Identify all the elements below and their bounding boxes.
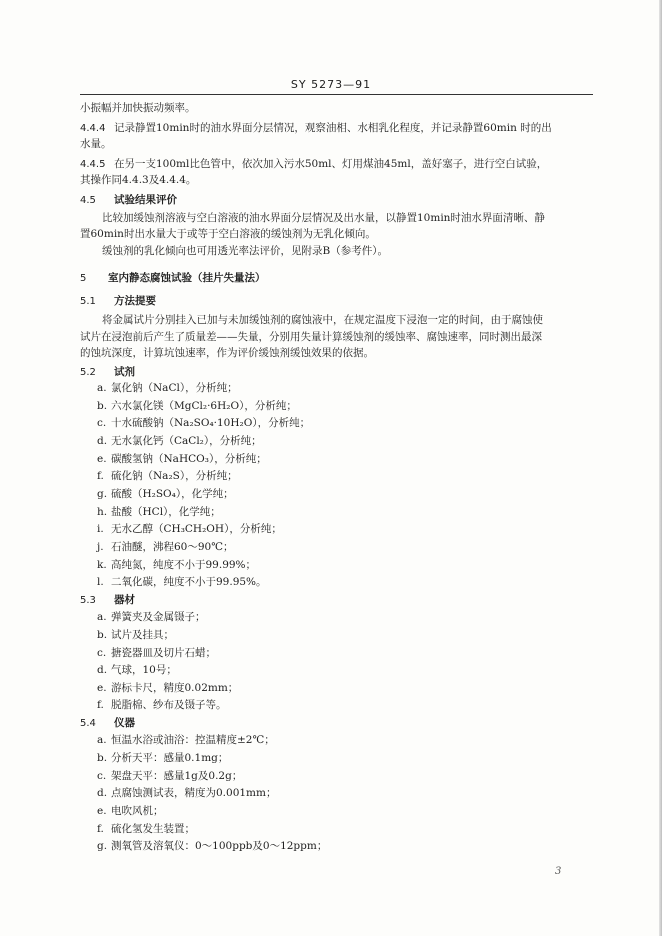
list-text: 测氧管及溶氧仪：0～100ppb及0～12ppm； [111,840,328,852]
list-item [97,399,297,413]
list-marker: d. [97,664,108,676]
section-5-2-heading [80,365,135,380]
section-title: 方法提要 [114,295,156,307]
list-text: 分析天平：感量0.1mg； [111,752,229,764]
section-number: 4.4.5 [80,159,106,170]
list-text: 无水氯化钙（CaCl₂），分析纯； [111,435,262,447]
list-marker: c. [97,417,107,429]
list-item [97,769,242,783]
list-item [97,487,234,501]
list-text: 弹簧夹及金属镊子； [111,611,206,623]
section-number: 4.5 [80,195,96,206]
section-5-1-line1: 将金属试片分别挂入已加与未加缓蚀剂的腐蚀液中，在规定温度下浸泡一定的时间，由于腐蚀使 [102,314,543,326]
page-number: 3 [555,866,562,877]
list-marker: a. [97,382,107,394]
section-4-5-para2: 缓蚀剂的乳化倾向也可用透光率法评价，见附录B（参考件）。 [102,245,388,257]
list-text: 游标卡尺，精度0.02mm； [111,682,239,694]
list-text: 架盘天平：感量1g及0.2g； [111,770,243,782]
section-text: 记录静置10min时的油水界面分层情况，观察油相、水相乳化程度，并记录静置60min 时的出 [114,122,552,134]
section-number: 5.3 [80,595,96,606]
list-text: 试片及挂具； [111,629,174,641]
list-text: 脱脂棉、纱布及镊子等。 [111,699,227,711]
section-4-4-4-line2: 水量。 [80,138,112,150]
list-marker: f. [97,699,104,711]
section-title: 试剂 [114,366,135,378]
list-text: 六水氯化镁（MgCl₂·6H₂O），分析纯； [111,400,297,412]
list-item [97,733,275,747]
list-text: 搪瓷器皿及切片石蜡； [111,647,216,659]
list-item [97,839,327,853]
list-item [97,381,238,395]
list-marker: a. [97,611,107,623]
section-5-1-line2: 试片在浸泡前后产生了质量差——失量，分别用失量计算缓蚀剂的缓蚀率、腐蚀速率，同时测出最深 [80,331,542,343]
page-header: SY 5273—91 [290,78,372,91]
list-text: 无水乙醇（CH₃CH₂OH），分析纯； [111,523,282,535]
list-item [97,434,262,448]
list-marker: f. [97,470,104,482]
section-number: 4.4.4 [80,123,106,134]
list-text: 碳酸氢钠（NaHCO₃），分析纯； [111,453,267,465]
list-text: 点腐蚀测试表，精度为0.001mm； [111,787,277,799]
list-item [97,628,174,642]
list-marker: i. [97,523,104,535]
list-marker: f. [97,823,104,835]
list-item [97,610,206,624]
section-number: 5.4 [80,718,96,729]
list-text: 硫化氢发生装置； [111,823,195,835]
list-text: 恒温水浴或油浴：控温精度±2℃； [111,734,275,746]
list-item [97,681,238,695]
list-text: 硫化钠（Na₂S），分析纯； [111,470,238,482]
section-title: 器材 [114,594,135,606]
list-item [97,751,228,765]
section-title: 室内静态腐蚀试验（挂片失量法） [108,272,266,284]
list-text: 盐酸（HCl），化学纯； [111,506,221,518]
list-marker: l. [97,576,104,588]
list-marker: b. [97,400,108,412]
list-marker: j. [97,541,104,553]
section-4-5-heading [80,193,177,208]
section-4-5-para1-line2: 置60min时出水量大于或等于空白溶液的缓蚀剂为无乳化倾向。 [80,228,376,240]
list-marker: a. [97,734,107,746]
section-title: 仪器 [114,717,135,729]
list-text: 二氧化碳，纯度不小于99.95%。 [111,576,267,588]
section-4-4-5-line2: 其操作同4.4.3及4.4.4。 [80,174,197,186]
list-marker: k. [97,559,107,571]
list-item [97,416,310,430]
section-number: 5.2 [80,367,96,378]
list-item [97,522,282,536]
section-4-4-4-line1 [80,121,552,136]
list-item [97,646,216,660]
list-marker: c. [97,770,107,782]
list-marker: h. [97,506,108,518]
list-item [97,575,267,589]
section-5-3-heading [80,593,135,608]
list-text: 硫酸（H₂SO₄），化学纯； [111,488,234,500]
paragraph-continuation: 小振幅并加快振动频率。 [80,102,196,114]
list-text: 氯化钠（NaCl），分析纯； [111,382,238,394]
list-item [97,698,227,712]
list-text: 电吹风机； [111,805,164,817]
list-item [97,822,195,836]
list-item [97,469,238,483]
section-4-4-5-line1 [80,157,547,172]
list-marker: e. [97,805,107,817]
section-text: 在另一支100ml比色管中，依次加入污水50ml、灯用煤油45ml，盖好塞子，进行空白试验， [114,158,548,170]
list-item [97,804,164,818]
section-5-4-heading [80,716,135,731]
list-marker: e. [97,453,107,465]
list-item [97,663,177,677]
list-item [97,786,276,800]
list-item [97,558,256,572]
list-marker: d. [97,435,108,447]
list-marker: d. [97,787,108,799]
list-marker: b. [97,629,108,641]
section-5-1-line3: 的蚀坑深度，计算坑蚀速率，作为评价缓蚀剂缓蚀效果的依据。 [80,347,374,359]
section-5-1-heading [80,294,156,309]
list-marker: e. [97,682,107,694]
list-item [97,540,233,554]
section-title: 试验结果评价 [114,194,177,206]
header-rule [80,94,593,95]
list-marker: c. [97,647,107,659]
list-text: 气球，10号； [111,664,177,676]
list-item [97,452,267,466]
section-4-5-para1-line1: 比较加缓蚀剂溶液与空白溶液的油水界面分层情况及出水量，以静置10min时油水界面清晰、静 [102,212,545,224]
list-text: 十水硫酸钠（Na₂SO₄·10H₂O），分析纯； [111,417,311,429]
list-text: 高纯氮，纯度不小于99.99%； [111,559,257,571]
list-item [97,505,221,519]
section-number: 5 [80,273,87,284]
section-number: 5.1 [80,296,96,307]
list-text: 石油醚，沸程60～90℃； [111,541,234,553]
list-marker: g. [97,488,108,500]
list-marker: b. [97,752,108,764]
list-marker: g. [97,840,108,852]
section-5-heading [80,271,266,286]
